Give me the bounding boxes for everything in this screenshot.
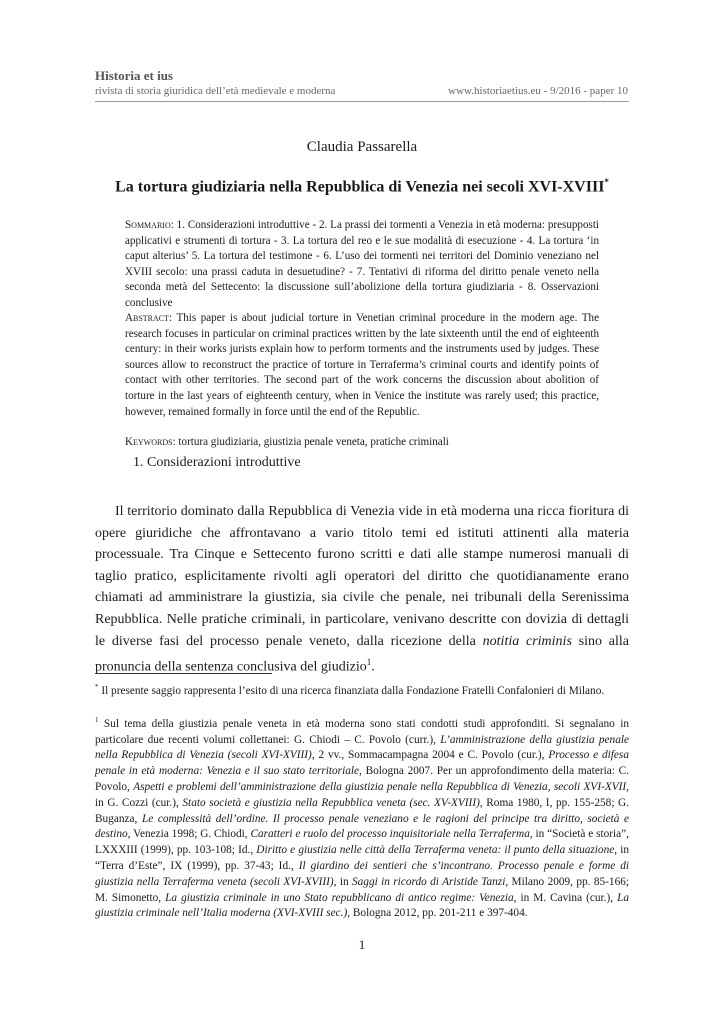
section-heading: 1. Considerazioni introduttive (133, 455, 301, 470)
footnote-1-mark: 1 (95, 716, 99, 724)
footnote-divider (95, 673, 272, 674)
fn1-text: , in “Società e storia”, LXXXIII (1999), pp. 103-108; Id., (95, 828, 630, 857)
fn1-text: , Milano 2009, pp. 85-166; M. Simonetto, (95, 875, 630, 904)
journal-subtitle: rivista di storia giuridica dell’età medievale e moderna (95, 85, 336, 97)
body-text-1: Il territorio dominato dalla Repubblica di Venezia vide in età moderna una ricca fioritura di opere giuridiche che affrontavano a vario titolo temi ed istituti attinenti alla materia processuale. Tra Cinque e Settecento furono scritti e dati alle stampe numerosi manuali di taglio pratico, esplicitamente rivolti agli operatori del diritto che quotidianamente erano chiamati ad amministrare la giustizia, sia civile che penale, nei tribunali della Serenissima Repubblica. Nelle pratiche criminali, in particolare, venivano descritte con dovizia di dettagli le diverse fasi del processo penale veneto, dalla ricezione della (95, 504, 629, 649)
keywords-label: Keywords (125, 436, 173, 448)
fn1-citation-title: Stato società e giustizia nella Repubblica veneta (sec. XV-XVIII) (182, 796, 480, 809)
body-text-end: . (371, 659, 375, 675)
keywords-block (125, 435, 599, 451)
footnote-star-mark: * (95, 683, 99, 691)
sommario-text: : 1. Considerazioni introduttive - 2. La prassi dei tormenti a Venezia in età moderna: presupposti applicativi e strumenti di tortura - 3. La tortura del reo e le sue modalità di esecuzione - 4. La tortura ‘in caput alterius’ 5. La tortura del testimone - 6. L’uso dei tormenti nei territori del Dominio veneziano nel XVIII secolo: una prassi caduta in desuetudine? - 7. Tentativi di riforma del diritto penale veneto nella seconda metà del Settecento: la discussione sull’abolizione della tortura giudiziaria - 8. Osservazioni conclusive (125, 219, 599, 309)
fn1-citation-title: La giustizia criminale nell’Italia moderna (XVI-XVIII sec.) (95, 891, 629, 920)
journal-name: Historia et ius (95, 68, 173, 83)
fn1-text: , 2 vv., Sommacampagna 2004 e C. Povolo (cur.), (311, 749, 549, 762)
abstract-label: Abstract (125, 312, 170, 324)
fn1-text: , in G. Cozzi (cur.), (95, 780, 629, 809)
sommario-label: Sommario (125, 219, 171, 231)
fn1-citation-title: Aspetti e problemi dell’amministrazione della giustizia penale nella Repubblica di Venezia, secoli XVI-XVII (133, 780, 627, 793)
keywords-text: : tortura giudiziaria, giustizia penale veneta, pratiche criminali (172, 436, 449, 448)
paper-title-text: La tortura giudiziaria nella Repubblica di Venezia nei secoli XVI-XVIII (115, 178, 605, 196)
fn1-text: , Bologna 2007. Per un approfondimento della materia: C. Povolo, (95, 765, 629, 793)
footnote-1 (95, 713, 629, 922)
paper-title (95, 177, 629, 196)
body-paragraph (95, 501, 629, 678)
fn1-citation-title: L’amministrazione della giustizia penale nella Repubblica di Venezia (secoli XVI-XVIII) (95, 733, 629, 762)
fn1-text: , Roma 1980, I, pp. 155-258; G. Buganza, (95, 796, 630, 825)
fn1-text: , in (333, 875, 352, 888)
abstract-block (125, 311, 599, 420)
fn1-text: , Bologna 2012, pp. 201-211 e 397-404. (347, 907, 528, 920)
title-footnote-mark[interactable]: * (604, 177, 609, 187)
header-divider (95, 101, 629, 102)
footnote-ref-1[interactable]: 1 (366, 657, 372, 668)
footnote-star-text: Il presente saggio rappresenta l’esito di una ricerca finanziata dalla Fondazione Fratelli Confalonieri di Milano. (98, 684, 605, 697)
fn1-text: , in M. Cavina (cur.), (513, 891, 618, 904)
fn1-text: , Venezia 1998; G. Chiodi, (127, 828, 251, 841)
body-text-2: sino alla pronuncia della sentenza conclusiva del giudizio (95, 633, 630, 675)
fn1-text: Sul tema della giustizia penale veneta in età moderna sono stati condotti studi approfonditi. Si segnalano in particolare due recenti volumi collettanei: G. Chiodi – C. Povolo (curr.), (95, 717, 629, 746)
fn1-text: , in “Terra d’Este”, IX (1999), pp. 37-43; Id., (95, 844, 629, 872)
sommario-block (125, 218, 599, 312)
author-name: Claudia Passarella (306, 139, 418, 155)
journal-issue-info[interactable]: www.historiaetius.eu - 9/2016 - paper 10 (448, 85, 628, 97)
page-number: 1 (358, 937, 366, 952)
fn1-citation-title: Saggi in ricordo di Aristide Tanzi (352, 875, 506, 888)
abstract-text: : This paper is about judicial torture in Venetian criminal procedure in the modern age. The research focuses in particular on criminal practices written by the late sixteenth until the end of eighteenth century: in their works jurists explain how to perform torments and the instruments used by judges. These sources allow to reconstruct the practice of torture in Terraferma’s criminal courts and identify points of contact with other territories. The second part of the work concerns the discussion about abolition of torture in the last years of eighteenth century, when in Venice the institute was rarely used; this practice, however, remained formally in force until the end of the Republic. (125, 312, 599, 418)
fn1-citation-title: Il giardino dei sentieri che s’incontrano. Processo penale e forme di giustizia nella Terraferma veneta (secoli XVI-XVIII) (95, 859, 630, 888)
footnote-star (95, 680, 629, 700)
fn1-citation-title: Caratteri e ruolo del processo inquisitoriale nella Terraferma (250, 828, 530, 841)
body-italic-term: notitia criminis (482, 633, 572, 649)
fn1-citation-title: Processo e difesa penale in età moderna: Venezia e il suo stato territoriale (95, 749, 629, 778)
fn1-citation-title: Le complessità dell’ordine. Il processo penale veneziano e le ragioni del principe tra diritto, società e destino (95, 812, 629, 841)
fn1-citation-title: Diritto e giustizia nelle città della Terraferma veneta: il punto della situazione (256, 844, 615, 857)
fn1-citation-title: La giustizia criminale in uno Stato repubblicano di antico regime: Venezia (165, 891, 514, 904)
